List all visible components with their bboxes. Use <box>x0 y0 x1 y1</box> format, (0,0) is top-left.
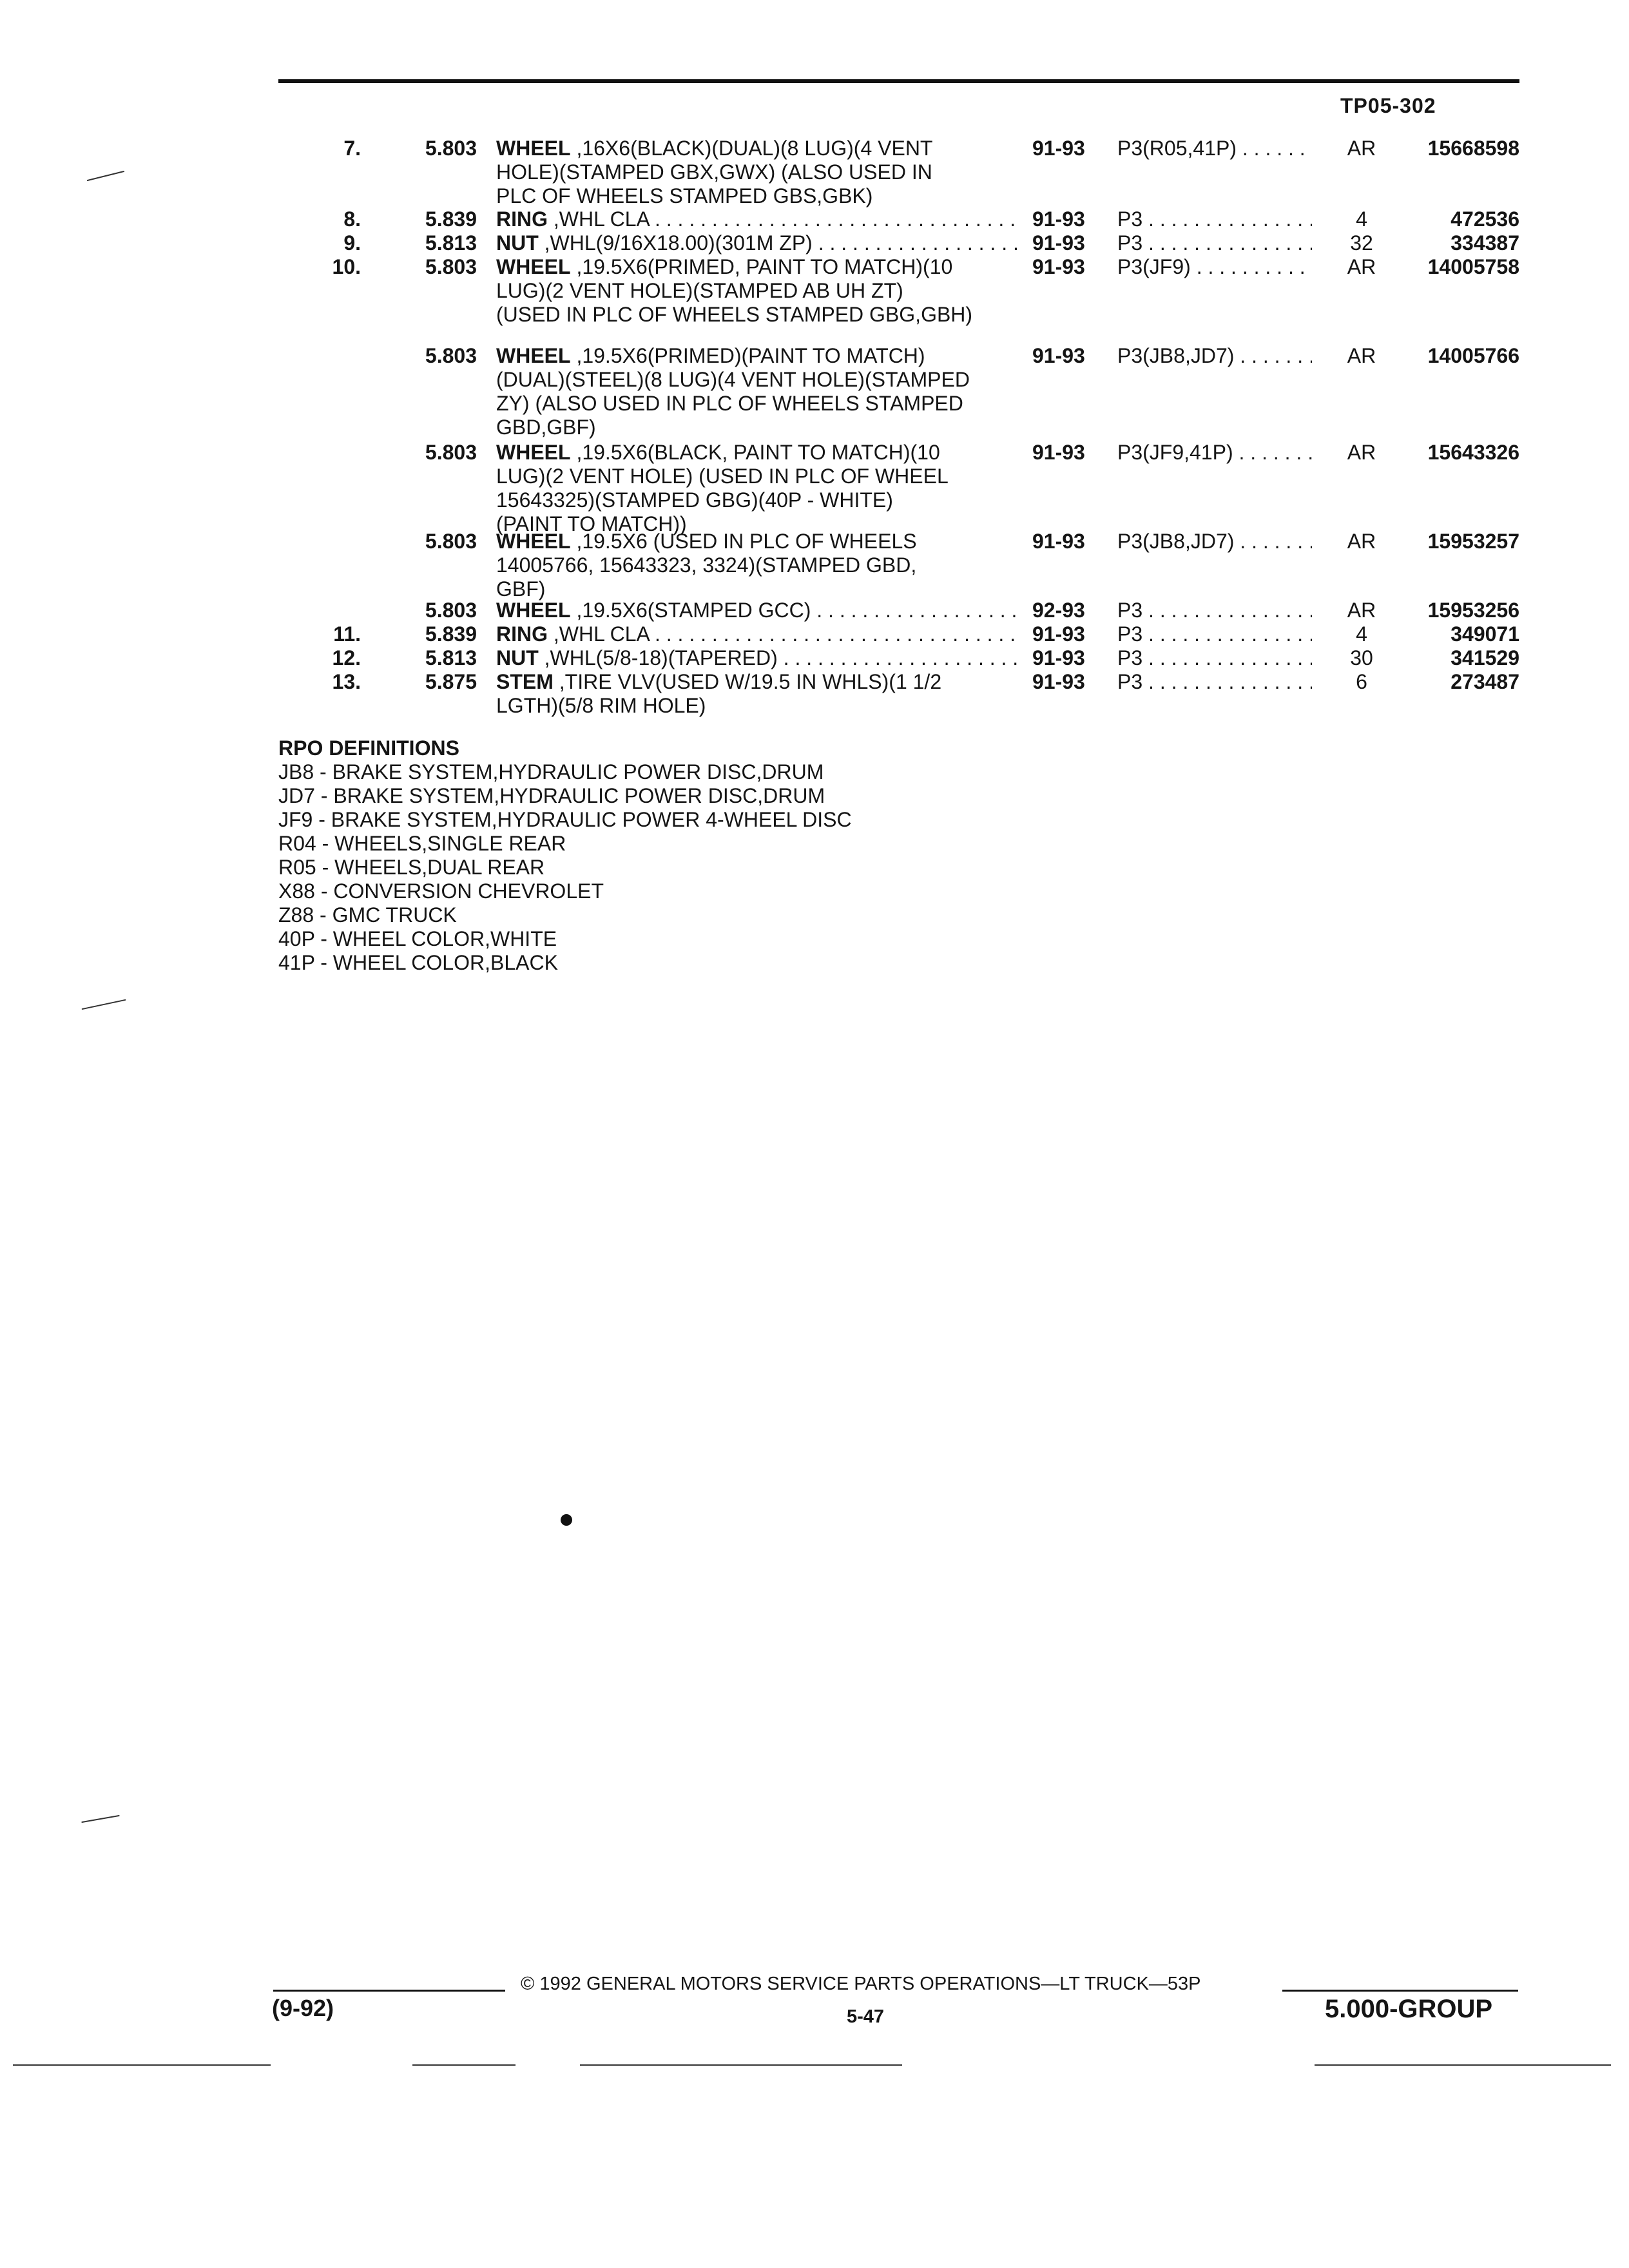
quantity: 30 <box>1350 646 1373 669</box>
model-years: 91-93 <box>1032 670 1085 693</box>
part-name: NUT <box>496 231 539 255</box>
usage-code: P3(JF9) . . . <box>1117 255 1312 279</box>
part-number: 15953257 <box>1427 530 1519 553</box>
footer-page-number: 5-47 <box>847 2006 885 2027</box>
model-years: 91-93 <box>1032 646 1085 669</box>
usage-code: P3(JB8,JD7) . . . <box>1117 530 1312 553</box>
part-name: STEM <box>496 670 554 693</box>
usage-code: P3(R05,41P) . . . <box>1117 137 1312 160</box>
description-line <box>496 207 1019 231</box>
quantity: AR <box>1347 599 1376 622</box>
part-description <box>496 646 1019 670</box>
footer-date: (9-92) <box>272 1995 334 2021</box>
rpo-list <box>278 760 852 975</box>
part-name: WHEEL <box>496 137 571 160</box>
quantity: AR <box>1347 344 1376 367</box>
rpo-definition: X88 - CONVERSION CHEVROLET <box>278 879 604 903</box>
parts-row <box>0 441 1629 536</box>
description-text: ,WHL CLA <box>553 207 650 231</box>
scan-edge-line <box>13 2064 271 2066</box>
usage-code: P3 . . . <box>1117 231 1312 255</box>
description-text: ZY) (ALSO USED IN PLC OF WHEELS STAMPED <box>496 392 963 415</box>
rpo-definition: JB8 - BRAKE SYSTEM,HYDRAULIC POWER DISC,DRUM <box>278 760 824 783</box>
part-number: 341529 <box>1451 646 1519 669</box>
description-line <box>496 344 1019 368</box>
model-years: 91-93 <box>1032 207 1085 231</box>
description-text: (DUAL)(STEEL)(8 LUG)(4 VENT HOLE)(STAMPED <box>496 368 970 391</box>
quantity: 6 <box>1356 670 1367 693</box>
group-number: 5.803 <box>425 530 477 553</box>
parts-row <box>0 255 1629 327</box>
description-line <box>496 599 1019 622</box>
item-number: 10. <box>332 255 361 278</box>
part-description <box>496 344 1019 439</box>
description-text: ,16X6(BLACK)(DUAL)(8 LUG)(4 VENT <box>576 137 933 160</box>
description-text: 14005766, 15643323, 3324)(STAMPED GBD, <box>496 553 917 577</box>
rpo-definition: JD7 - BRAKE SYSTEM,HYDRAULIC POWER DISC,DRUM <box>278 784 825 807</box>
group-number: 5.803 <box>425 137 477 160</box>
description-line <box>496 303 1019 327</box>
parts-row <box>0 599 1629 622</box>
description-line <box>496 416 1019 439</box>
parts-row <box>0 622 1629 646</box>
part-name: WHEEL <box>496 599 571 622</box>
description-text: ,19.5X6(PRIMED)(PAINT TO MATCH) <box>576 344 925 367</box>
footer-group: 5.000-GROUP <box>1325 1995 1493 2023</box>
group-number: 5.813 <box>425 231 477 255</box>
part-description <box>496 599 1019 622</box>
part-number: 472536 <box>1451 207 1519 231</box>
description-text: HOLE)(STAMPED GBX,GWX) (ALSO USED IN <box>496 160 932 184</box>
description-line <box>496 441 1019 465</box>
description-line <box>496 465 1019 488</box>
model-years: 91-93 <box>1032 255 1085 278</box>
description-line <box>496 368 1019 392</box>
rpo-definition: Z88 - GMC TRUCK <box>278 903 457 927</box>
description-line <box>496 553 1019 577</box>
usage-code: P3 . . . <box>1117 622 1312 646</box>
part-number: 349071 <box>1451 622 1519 646</box>
rpo-heading: RPO DEFINITIONS <box>278 736 459 760</box>
part-number: 334387 <box>1451 231 1519 255</box>
description-line <box>496 184 1019 208</box>
top-rule <box>278 79 1519 83</box>
description-text: ,TIRE VLV(USED W/19.5 IN WHLS)(1 1/2 <box>559 670 942 693</box>
footer-rule-right <box>1282 1990 1518 1992</box>
group-number: 5.803 <box>425 441 477 464</box>
part-number: 15668598 <box>1427 137 1519 160</box>
usage-code: P3 . . . <box>1117 646 1312 670</box>
parts-row <box>0 670 1629 718</box>
part-name: WHEEL <box>496 530 571 553</box>
part-name: WHEEL <box>496 441 571 464</box>
part-description <box>496 207 1019 231</box>
quantity: 4 <box>1356 207 1367 231</box>
description-text: 15643325)(STAMPED GBG)(40P - WHITE) <box>496 488 893 512</box>
description-line <box>496 279 1019 303</box>
parts-row <box>0 231 1629 255</box>
description-line <box>496 231 1019 255</box>
model-years: 91-93 <box>1032 622 1085 646</box>
model-years: 91-93 <box>1032 441 1085 464</box>
usage-code: P3 . . . <box>1117 207 1312 231</box>
usage-code: P3 . . . <box>1117 670 1312 694</box>
description-text: PLC OF WHEELS STAMPED GBS,GBK) <box>496 184 873 207</box>
description-text: ,19.5X6(BLACK, PAINT TO MATCH)(10 <box>576 441 940 464</box>
scan-mark <box>81 1815 119 1823</box>
scan-speck <box>561 1514 572 1526</box>
description-text: ,WHL(9/16X18.00)(301M ZP) <box>544 231 813 255</box>
scan-edge-line <box>412 2064 516 2066</box>
part-name: WHEEL <box>496 344 571 367</box>
rpo-definition: R05 - WHEELS,DUAL REAR <box>278 856 545 879</box>
description-line <box>496 160 1019 184</box>
part-number: 273487 <box>1451 670 1519 693</box>
part-description <box>496 622 1019 646</box>
description-line <box>496 646 1019 670</box>
item-number: 8. <box>343 207 361 231</box>
model-years: 91-93 <box>1032 231 1085 255</box>
description-line <box>496 392 1019 416</box>
part-name: RING <box>496 622 548 646</box>
parts-row <box>0 530 1629 601</box>
description-text: ,WHL CLA <box>553 622 650 646</box>
model-years: 92-93 <box>1032 599 1085 622</box>
description-line <box>496 577 1019 601</box>
usage-code: P3 . . . <box>1117 599 1312 622</box>
rpo-definition: JF9 - BRAKE SYSTEM,HYDRAULIC POWER 4-WHEEL DISC <box>278 808 852 831</box>
description-line <box>496 530 1019 553</box>
parts-row <box>0 344 1629 439</box>
part-name: NUT <box>496 646 539 669</box>
page-code: TP05-302 <box>1340 94 1436 117</box>
part-description <box>496 255 1019 327</box>
description-text: (USED IN PLC OF WHEELS STAMPED GBG,GBH) <box>496 303 973 326</box>
description-line <box>496 137 1019 160</box>
description-line <box>496 694 1019 718</box>
part-description <box>496 441 1019 536</box>
description-text: ,WHL(5/8-18)(TAPERED) <box>544 646 778 669</box>
description-text: GBD,GBF) <box>496 416 596 439</box>
rpo-definitions <box>278 736 852 975</box>
description-text: ,19.5X6(PRIMED, PAINT TO MATCH)(10 <box>576 255 953 278</box>
group-number: 5.803 <box>425 599 477 622</box>
part-description <box>496 670 1019 718</box>
quantity: 4 <box>1356 622 1367 646</box>
item-number: 9. <box>343 231 361 255</box>
group-number: 5.813 <box>425 646 477 669</box>
scan-edge-line <box>580 2064 902 2066</box>
part-number: 15643326 <box>1427 441 1519 464</box>
usage-code: P3(JB8,JD7) . . . <box>1117 344 1312 368</box>
description-text: LUG)(2 VENT HOLE)(STAMPED AB UH ZT) <box>496 279 903 302</box>
part-name: WHEEL <box>496 255 571 278</box>
description-text: LUG)(2 VENT HOLE) (USED IN PLC OF WHEEL <box>496 465 949 488</box>
part-number: 14005766 <box>1427 344 1519 367</box>
description-line <box>496 670 1019 694</box>
group-number: 5.839 <box>425 207 477 231</box>
description-text: ,19.5X6(STAMPED GCC) <box>576 599 811 622</box>
footer-copyright: © 1992 GENERAL MOTORS SERVICE PARTS OPERATIONS—LT TRUCK—53P <box>521 1974 1201 1994</box>
item-number: 11. <box>333 622 361 646</box>
group-number: 5.839 <box>425 622 477 646</box>
part-name: RING <box>496 207 548 231</box>
parts-row <box>0 207 1629 231</box>
rpo-definition: 41P - WHEEL COLOR,BLACK <box>278 951 558 974</box>
description-line <box>496 488 1019 512</box>
quantity: AR <box>1347 530 1376 553</box>
model-years: 91-93 <box>1032 137 1085 160</box>
description-text: (PAINT TO MATCH)) <box>496 512 687 535</box>
part-description <box>496 137 1019 208</box>
item-number: 12. <box>332 646 361 669</box>
description-text: LGTH)(5/8 RIM HOLE) <box>496 694 706 717</box>
scan-edge-line <box>1315 2064 1611 2066</box>
description-text: ,19.5X6 (USED IN PLC OF WHEELS <box>576 530 917 553</box>
model-years: 91-93 <box>1032 344 1085 367</box>
quantity: AR <box>1347 441 1376 464</box>
model-years: 91-93 <box>1032 530 1085 553</box>
description-line <box>496 622 1019 646</box>
item-number: 13. <box>332 670 361 693</box>
description-text: GBF) <box>496 577 546 601</box>
scan-mark <box>82 999 126 1010</box>
parts-row <box>0 137 1629 208</box>
group-number: 5.803 <box>425 344 477 367</box>
part-description <box>496 231 1019 255</box>
part-number: 14005758 <box>1427 255 1519 278</box>
rpo-definition: R04 - WHEELS,SINGLE REAR <box>278 832 566 855</box>
description-line <box>496 255 1019 279</box>
item-number: 7. <box>343 137 361 160</box>
usage-code: P3(JF9,41P) . . . <box>1117 441 1312 465</box>
footer-rule-left <box>273 1990 505 1992</box>
quantity: AR <box>1347 255 1376 278</box>
rpo-definition: 40P - WHEEL COLOR,WHITE <box>278 927 557 950</box>
quantity: AR <box>1347 137 1376 160</box>
group-number: 5.875 <box>425 670 477 693</box>
group-number: 5.803 <box>425 255 477 278</box>
part-description <box>496 530 1019 601</box>
part-number: 15953256 <box>1427 599 1519 622</box>
parts-row <box>0 646 1629 670</box>
quantity: 32 <box>1350 231 1373 255</box>
